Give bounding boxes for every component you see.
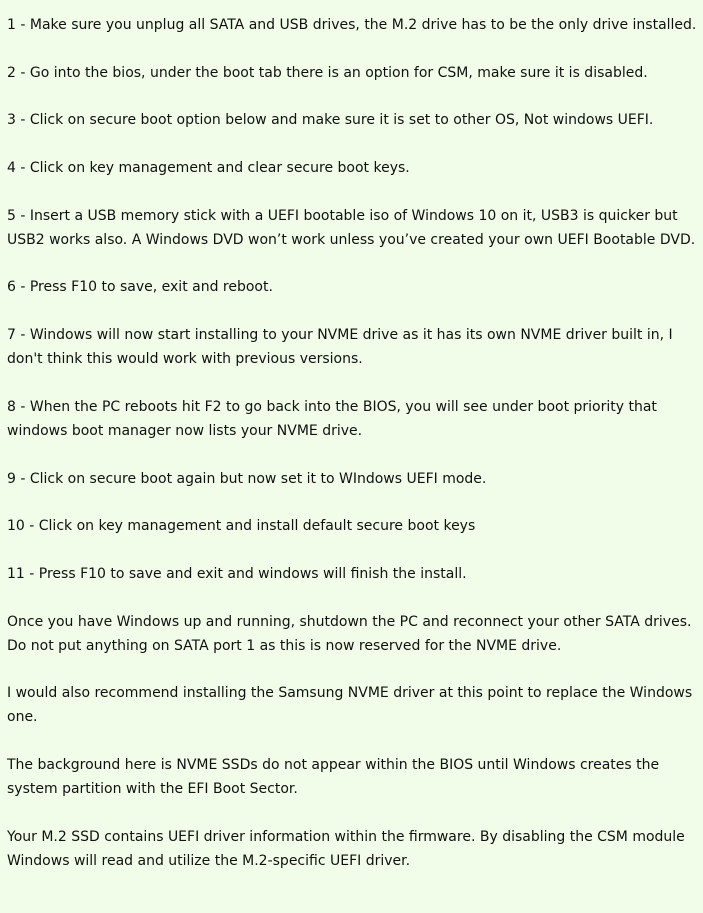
step-2: 2 - Go into the bios, under the boot tab there is an option for CSM, make sure it is disabled.	[7, 64, 648, 81]
note-samsung-driver: I would also recommend installing the Samsung NVME driver at this point to replace the Windows one.	[7, 685, 693, 726]
step-7: 7 - Windows will now start installing to your NVME drive as it has its own NVME driver built in, I don't think this would work with previous versions.	[7, 327, 673, 368]
note-uefi-driver: Your M.2 SSD contains UEFI driver information within the firmware. By disabling the CSM module Windows will read and utilize the M.2-specific UEFI driver.	[7, 828, 685, 869]
note-background: The background here is NVME SSDs do not appear within the BIOS until Windows creates the system partition with the EFI Boot Sector.	[7, 756, 660, 797]
step-3: 3 - Click on secure boot option below and make sure it is set to other OS, Not windows UEFI.	[7, 112, 654, 129]
step-10: 10 - Click on key management and install default secure boot keys	[7, 518, 476, 535]
step-6: 6 - Press F10 to save, exit and reboot.	[7, 279, 273, 296]
step-11: 11 - Press F10 to save and exit and windows will finish the install.	[7, 565, 467, 582]
step-9: 9 - Click on secure boot again but now set it to WIndows UEFI mode.	[7, 470, 487, 487]
step-4: 4 - Click on key management and clear secure boot keys.	[7, 160, 410, 177]
step-8: 8 - When the PC reboots hit F2 to go back into the BIOS, you will see under boot priority that windows boot manager now lists your NVME drive.	[7, 398, 657, 439]
note-reconnect-drives: Once you have Windows up and running, shutdown the PC and reconnect your other SATA drives. Do not put anything on SATA port 1 as this is now reserved for the NVME drive.	[7, 613, 692, 654]
step-1: 1 - Make sure you unplug all SATA and USB drives, the M.2 drive has to be the only drive installed.	[7, 17, 697, 33]
step-5: 5 - Insert a USB memory stick with a UEFI bootable iso of Windows 10 on it, USB3 is quicker but USB2 works also. A Windows DVD won’t work unless you’ve created your own UEFI Bootable DVD.	[7, 207, 696, 248]
